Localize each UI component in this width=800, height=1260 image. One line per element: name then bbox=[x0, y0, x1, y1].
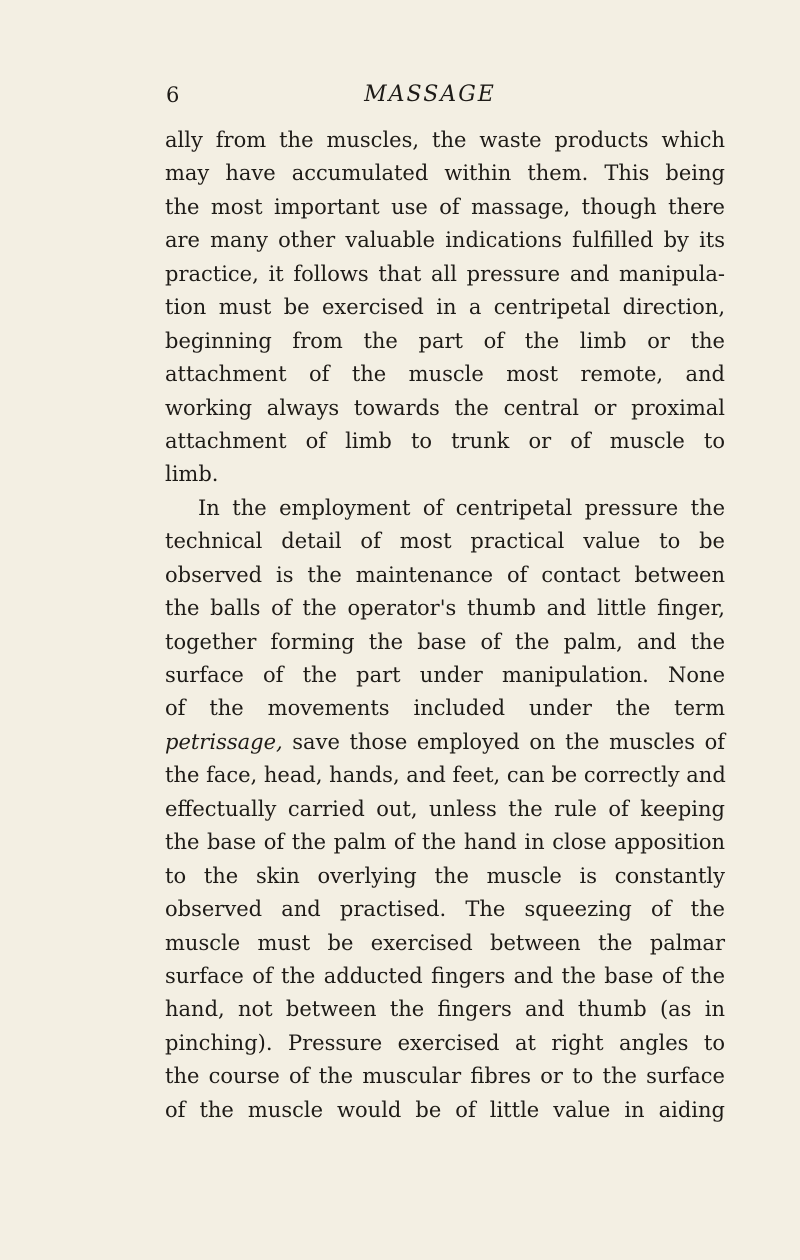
text-line: ally from the muscles, the waste products which bbox=[165, 128, 725, 152]
text-line: beginning from the part of the limb or the bbox=[165, 328, 725, 353]
text-line: technical detail of most practical value to be bbox=[165, 529, 725, 554]
text-line: effectually carried out, unless the rule of keeping bbox=[165, 796, 725, 821]
text-line: practice, it follows that all pressure and manipula- bbox=[165, 261, 725, 286]
text-line: of the muscle would be of little value in aiding bbox=[165, 1097, 725, 1122]
text-line: surface of the adducted fingers and the base of the bbox=[165, 963, 725, 988]
text-line-rest: save those employed on the muscles of bbox=[292, 729, 725, 754]
text-line: muscle must be exercised between the palmar bbox=[165, 930, 725, 955]
running-head bbox=[150, 80, 710, 110]
text-line: the balls of the operator's thumb and little finger, bbox=[165, 596, 725, 621]
text-line: together forming the base of the palm, and the bbox=[165, 629, 725, 654]
text-line: attachment of limb to trunk or of muscle to bbox=[165, 428, 725, 453]
text-line: observed and practised. The squeezing of the bbox=[165, 897, 725, 922]
text-line: observed is the maintenance of contact between bbox=[165, 562, 725, 587]
running-title: MASSAGE bbox=[364, 82, 496, 107]
text-line: attachment of the muscle most remote, and bbox=[165, 362, 725, 387]
text-line: the course of the muscular fibres or to the surface bbox=[165, 1064, 725, 1089]
text-line: working always towards the central or proximal bbox=[165, 395, 725, 420]
text-line: of the movements included under the term bbox=[165, 696, 725, 721]
text-line: surface of the part under manipulation. None bbox=[165, 663, 725, 687]
text-line: may have accumulated within them. This being bbox=[165, 161, 725, 186]
text-line: are many other valuable indications fulfilled by its bbox=[165, 228, 725, 253]
text-line: the most important use of massage, though there bbox=[165, 194, 725, 219]
page-number: 6 bbox=[166, 83, 180, 107]
text-line: to the skin overlying the muscle is constantly bbox=[165, 863, 725, 888]
text-line: the face, head, hands, and feet, can be correctly and bbox=[165, 763, 726, 788]
text-line: limb. bbox=[165, 462, 219, 487]
text-line: In the employment of centripetal pressure the bbox=[198, 495, 725, 520]
text-line: the base of the palm of the hand in close apposition bbox=[165, 830, 725, 855]
italic-term: petrissage, bbox=[165, 729, 283, 754]
text-line: tion must be exercised in a centripetal direction, bbox=[165, 295, 725, 320]
text-line-with-italic-term bbox=[165, 726, 725, 759]
body-text bbox=[165, 124, 725, 1127]
text-line: pinching). Pressure exercised at right angles to bbox=[165, 1030, 725, 1055]
text-line: hand, not between the fingers and thumb (as in bbox=[165, 997, 725, 1022]
